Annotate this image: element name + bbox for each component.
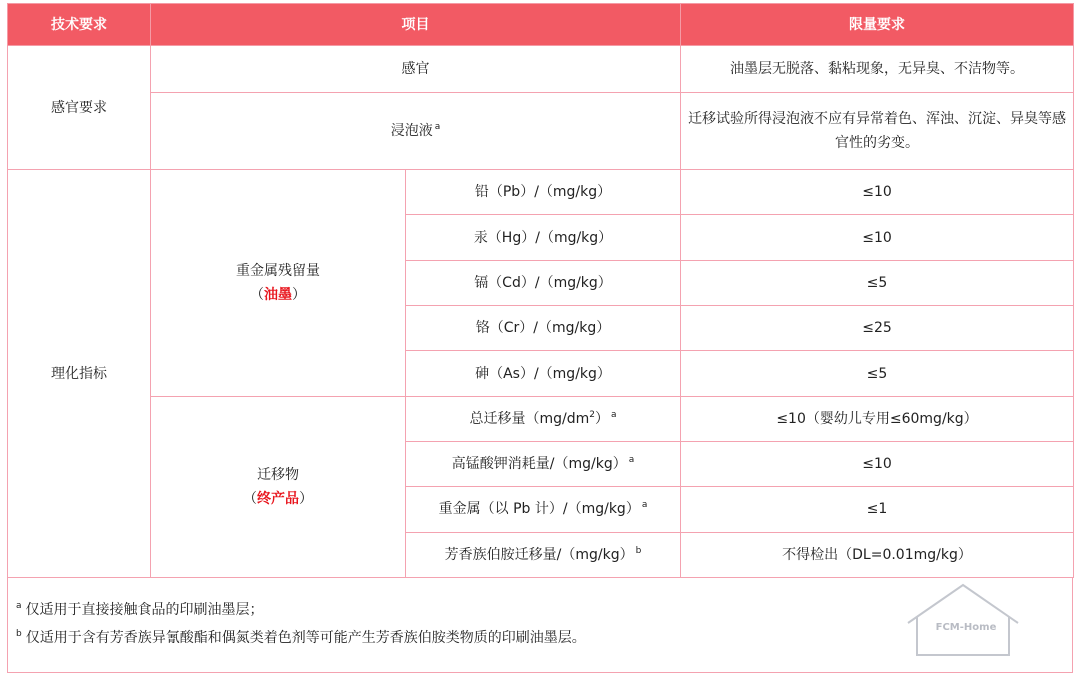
table-row [8,170,1074,215]
footnote-b [16,628,586,648]
item-cell [151,46,681,92]
subgroup-migration [151,396,406,577]
footnote-text: 仅适用于含有芳香族异氰酸酯和偶氮类着色剂等可能产生芳香族伯胺类物质的印刷油墨层。 [25,630,586,646]
limit-cell: 油墨层无脱落、黏粘现象，无异臭、不洁物等。 [681,46,1074,92]
limit-cell: ≤5 [681,260,1074,305]
highlight-ink: 油墨 [264,286,292,303]
footnote-mark: a [16,601,22,611]
item-cell: 汞（Hg）/（mg/kg） [406,215,681,260]
table-row [8,46,1074,92]
footnote-marker: a [628,455,635,466]
highlight-final-product: 终产品 [257,490,299,507]
limit-cell: ≤10 [681,442,1074,487]
limit-cell: ≤25 [681,306,1074,351]
footnote-mark: b [16,629,22,639]
item-text: 感官 [401,60,430,77]
requirements-table [7,3,1074,578]
item-cell: 砷（As）/（mg/kg） [406,351,681,396]
subgroup-label: 迁移物 [257,466,299,483]
subgroup-heavy-metal [151,170,406,397]
item-cell: 高锰酸钾消耗量/（mg/kg） $^a$ [406,442,681,487]
item-cell [151,92,681,170]
subgroup-qualifier: （终产品） [243,490,313,507]
header-technical-requirements: 技术要求 [8,4,151,46]
footnote-marker: a [610,409,617,420]
table-row [8,92,1074,170]
limit-cell: ≤5 [681,351,1074,396]
limit-cell: ≤10 [681,215,1074,260]
group-label-sensory: 感官要求 [8,46,151,170]
exponent: 2 [589,409,595,420]
house-logo-icon [905,583,1021,657]
item-text: 浸泡液 [390,122,433,139]
subgroup-qualifier: （油墨） [250,286,306,303]
item-cell: 总迁移量$(mg/dm^2)$ $^a$ [406,396,681,441]
limit-cell: ≤1 [681,487,1074,532]
item-cell: 铬（Cr）/（mg/kg） [406,306,681,351]
item-cell: 铅（Pb）/（mg/kg） [406,170,681,215]
subgroup-label: 重金属残留量 [236,262,320,279]
watermark-text: FCM-Home [935,622,997,633]
footnote-marker: b [635,545,642,556]
limit-cell: 迁移试验所得浸泡液不应有异常着色、浑浊、沉淀、异臭等感官性的劣变。 [681,92,1074,170]
group-label-physchem: 理化指标 [8,170,151,578]
limit-cell: ≤10 [681,170,1074,215]
footnote-marker: a [434,121,441,132]
header-limit-requirements: 限量要求 [681,4,1074,46]
footnote-text: 仅适用于直接接触食品的印刷油墨层； [25,602,264,618]
item-cell: 重金属（以 Pb 计）/（mg/kg） $^a$ [406,487,681,532]
limit-cell: ≤10（婴幼儿专用≤60mg/kg） [681,396,1074,441]
footnote-a [16,600,264,620]
header-row [8,4,1074,46]
item-cell: 镉（Cd）/（mg/kg） [406,260,681,305]
table-row [8,396,1074,441]
item-cell: 芳香族伯胺迁移量/（mg/kg） $^b$ [406,532,681,577]
header-item: 项目 [151,4,681,46]
limit-cell: 不得检出（DL=0.01mg/kg） [681,532,1074,577]
footnote-marker: a [641,500,648,511]
